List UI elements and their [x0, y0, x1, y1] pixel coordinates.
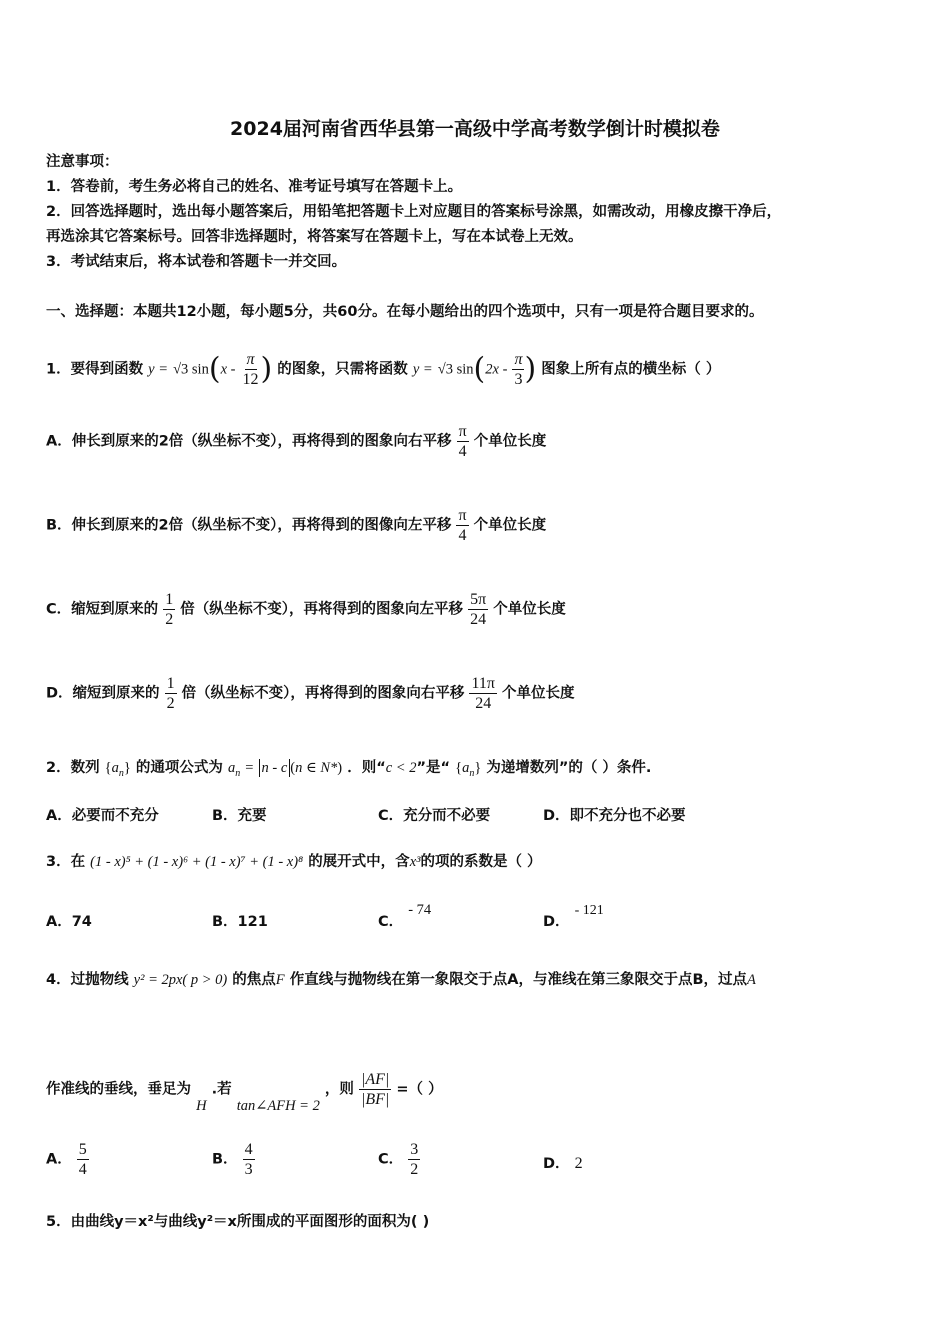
frac-num: 11π	[471, 675, 495, 692]
q3-x3: x³	[409, 854, 421, 870]
option-frac-2	[468, 590, 488, 629]
q4-option-a[interactable]	[46, 1140, 89, 1179]
frac-den: 24	[475, 695, 492, 712]
q2-formula-abs: n - c	[259, 759, 291, 777]
option-frac	[243, 1140, 255, 1179]
q4-text-4: 作准线的垂线，垂足为	[46, 1081, 191, 1098]
q1-func2-frac	[512, 350, 524, 389]
q4-text-7: =（ ）	[396, 1081, 443, 1098]
q2-seq-sub: n	[118, 767, 124, 779]
q3-option-d[interactable]	[543, 903, 604, 933]
q3-text-2: 的展开式中，含	[308, 854, 410, 870]
option-tail: 个单位长度	[473, 517, 547, 534]
q4-focus: F	[275, 972, 285, 988]
frac-num: 3	[410, 1141, 419, 1158]
q4-tan: tan∠AFH = 2	[236, 1097, 320, 1114]
frac-den: 2	[166, 695, 175, 712]
option-mid: 倍（纵坐标不变），再将得到的图象向左平移	[180, 601, 464, 618]
frac-num: 1	[166, 675, 175, 692]
paren-open: (	[473, 351, 486, 387]
q2-formula-cond: n ∈ N*	[295, 760, 338, 776]
option-frac	[165, 674, 177, 713]
option-frac	[456, 506, 468, 545]
brace-open: {	[104, 760, 112, 776]
option-frac	[408, 1140, 420, 1179]
option-label: A．伸长到原来的2倍（纵坐标不变），再将得到的图象向右平移	[46, 433, 452, 450]
question-2	[46, 758, 651, 784]
option-value: 2	[574, 1155, 583, 1172]
q1-func2-root: √3 sin	[437, 361, 474, 378]
q2-formula-a: a	[227, 760, 236, 776]
notice-heading: 注意事项：	[46, 154, 119, 170]
notice-item-1: 1．答卷前，考生务必将自己的姓名、准考证号填写在答题卡上。	[46, 179, 463, 195]
q2-text-4: ”是“	[416, 760, 451, 776]
frac-den: 2	[410, 1161, 419, 1178]
q4-text-5: .若	[211, 1081, 232, 1098]
q4-point-a: A	[747, 972, 756, 988]
q2-formula-sub: n	[235, 767, 241, 779]
q2-cond: c < 2	[385, 760, 417, 776]
option-tail: 个单位长度	[493, 601, 566, 618]
option-label: D．	[543, 1156, 570, 1172]
option-label: D．缩短到原来的	[46, 685, 160, 702]
q4-option-d[interactable]	[543, 1154, 583, 1174]
option-value: - 121	[574, 903, 604, 918]
q3-text-1: 3．在	[46, 854, 86, 870]
q2-formula-eq: =	[245, 760, 254, 776]
option-frac	[457, 422, 469, 461]
option-label: C．	[378, 1151, 404, 1168]
q1-func1-inner: x -	[220, 361, 236, 378]
q4-option-c[interactable]	[378, 1140, 420, 1179]
frac-den: 24	[470, 611, 487, 628]
frac-num: π	[514, 351, 523, 368]
brace-close: }	[123, 760, 131, 776]
option-label: B．	[212, 1151, 238, 1168]
option-tail: 个单位长度	[502, 685, 575, 702]
option-label: C．缩短到原来的	[46, 601, 159, 618]
q2-text-3: ．则“	[347, 760, 386, 776]
q1-func1-frac	[241, 350, 261, 389]
q4-ratio	[359, 1070, 391, 1109]
frac-num: 5	[78, 1141, 87, 1158]
q2-seq-2: a	[462, 760, 470, 776]
option-frac-2	[469, 674, 496, 713]
frac-den: 3	[514, 371, 523, 388]
q2-seq-sub-2: n	[469, 767, 475, 779]
q3-option-b[interactable]: B．121	[212, 914, 268, 930]
paren-close: )	[337, 760, 343, 776]
q4-parabola: y² = 2px( p > 0)	[133, 972, 228, 988]
question-3	[46, 852, 542, 872]
frac-den: 4	[458, 443, 467, 460]
q4-text-3: 作直线与抛物线在第一象限交于点A，与准线在第三象限交于点B，过点	[289, 972, 747, 988]
question-1	[46, 350, 720, 389]
frac-den: 4	[78, 1161, 87, 1178]
q1-option-b[interactable]	[46, 506, 546, 545]
frac-num: 1	[165, 591, 174, 608]
section-heading: 一、选择题：本题共12小题，每小题5分，共60分。在每小题给出的四个选项中，只有一项是符合题目要求的。	[46, 304, 764, 320]
option-value: - 74	[408, 902, 432, 918]
q1-text-2: 的图象，只需将函数	[277, 361, 408, 378]
question-4-cont	[46, 1070, 443, 1114]
q4-text-6: ，则	[324, 1081, 354, 1098]
option-label: B．伸长到原来的2倍（纵坐标不变），再将得到的图像向左平移	[46, 517, 452, 534]
q2-option-a[interactable]: A．必要而不充分	[46, 808, 159, 824]
q3-option-c[interactable]	[378, 902, 432, 932]
paren-open: (	[208, 351, 221, 387]
paren-close: )	[260, 351, 273, 387]
frac-num: π	[246, 351, 255, 368]
frac-den: 4	[458, 527, 467, 544]
q2-text-1: 2．数列	[46, 760, 100, 776]
frac-num: π	[458, 507, 467, 524]
q2-option-c[interactable]: C．充分而不必要	[378, 808, 491, 824]
q1-func2-inner: 2x -	[485, 361, 508, 378]
q4-option-b[interactable]	[212, 1140, 255, 1179]
q1-func1-lhs: y =	[148, 361, 169, 378]
q2-seq: a	[111, 760, 119, 776]
frac-num: |AF|	[360, 1071, 390, 1088]
q3-text-3: 的项的系数是（ ）	[420, 854, 542, 870]
q4-point-h: H	[196, 1097, 207, 1114]
question-4	[46, 970, 756, 990]
q1-option-a[interactable]	[46, 422, 546, 461]
q2-text-2: 的通项公式为	[135, 760, 223, 776]
q1-option-d[interactable]	[46, 674, 575, 713]
option-label: C．	[378, 914, 404, 930]
frac-num: π	[458, 423, 467, 440]
frac-den: |BF|	[360, 1091, 390, 1108]
frac-num: 4	[244, 1141, 253, 1158]
question-5: 5．由曲线y＝x²与曲线y²＝x所围成的平面图形的面积为( )	[46, 1214, 430, 1230]
brace-open: {	[455, 760, 463, 776]
brace-close: }	[474, 760, 482, 776]
notice-item-2-cont: 再选涂其它答案标号。回答非选择题时，将答案写在答题卡上，写在本试卷上无效。	[46, 229, 583, 245]
notice-item-2: 2．回答选择题时，选出每小题答案后，用铅笔把答题卡上对应题目的答案标号涂黑，如需改动，用橡皮擦干净后，	[46, 204, 782, 220]
option-frac	[77, 1140, 89, 1179]
q1-text-3: 图象上所有点的横坐标（ ）	[541, 361, 721, 378]
q2-option-b[interactable]: B．充要	[212, 808, 267, 824]
option-tail: 个单位长度	[473, 433, 547, 450]
option-label: D．	[543, 914, 570, 930]
notice-item-3: 3．考试结束后，将本试卷和答题卡一并交回。	[46, 254, 347, 270]
q4-text-2: 的焦点	[232, 972, 276, 988]
option-label: A．	[46, 1151, 72, 1168]
paren-close: )	[524, 351, 537, 387]
q2-text-5: 为递增数列”的（ ）条件.	[486, 760, 652, 776]
q4-text-1: 4．过抛物线	[46, 972, 129, 988]
frac-den: 3	[244, 1161, 253, 1178]
q3-option-a[interactable]: A．74	[46, 914, 92, 930]
q2-option-d[interactable]: D．即不充分也不必要	[543, 808, 686, 824]
q1-func2-lhs: y =	[412, 361, 433, 378]
frac-num: 5π	[470, 591, 487, 608]
option-mid: 倍（纵坐标不变），再将得到的图象向右平移	[181, 685, 465, 702]
frac-den: 2	[165, 611, 174, 628]
page-title: 2024届河南省西华县第一高级中学高考数学倒计时模拟卷	[230, 118, 720, 140]
q1-func1-root: √3 sin	[173, 361, 209, 378]
frac-den: 12	[242, 371, 259, 388]
option-frac	[163, 590, 175, 629]
q1-option-c[interactable]	[46, 590, 566, 629]
q3-expr: (1 - x)⁵ + (1 - x)⁶ + (1 - x)⁷ + (1 - x)⁸	[90, 854, 304, 870]
q1-text-1: 1．要得到函数	[46, 361, 144, 378]
paren-open: (	[290, 760, 296, 776]
